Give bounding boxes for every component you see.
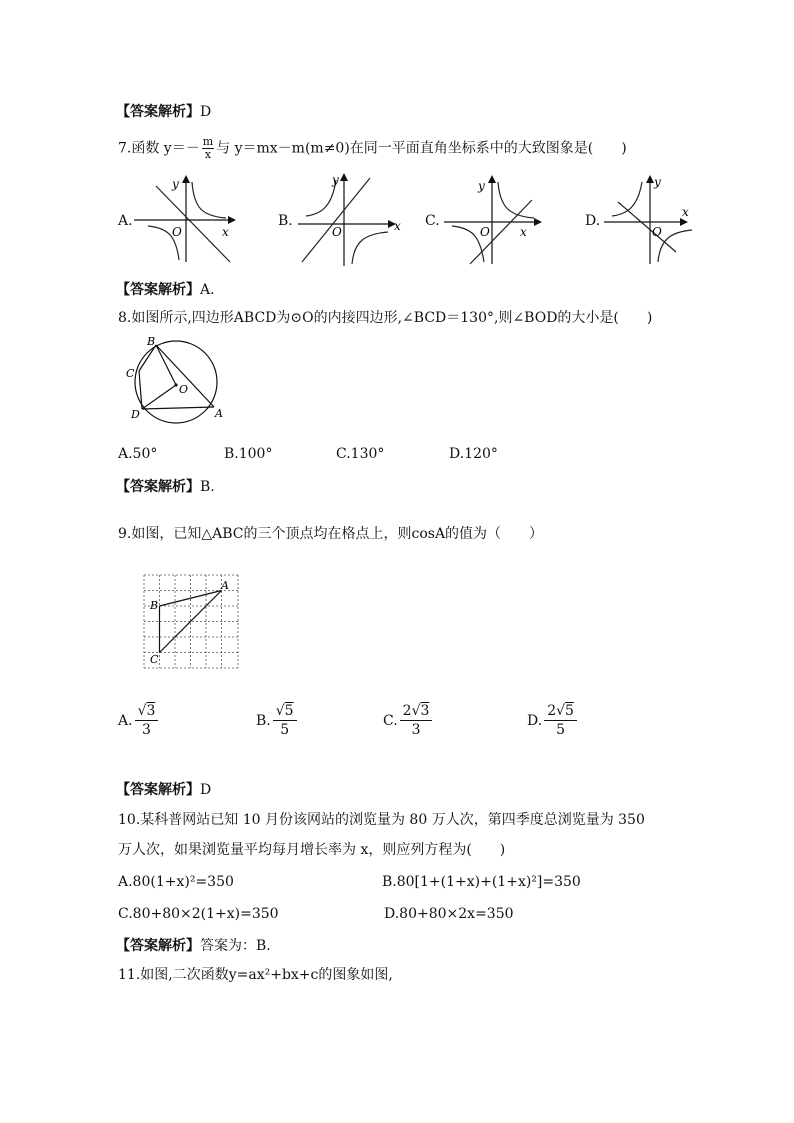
answer-label: 【答案解析】: [116, 282, 200, 298]
fraction-numerator: √3: [135, 702, 159, 721]
q7-graph-d: [600, 170, 710, 268]
q8-option-d: D.120°: [449, 446, 498, 462]
point-d-label: D: [131, 408, 140, 421]
radicand: 5: [284, 703, 294, 719]
y-axis-arrow: [182, 175, 190, 183]
coefficient: 2: [402, 703, 412, 719]
answer-value: D: [200, 104, 212, 120]
x-axis-label: x: [520, 225, 527, 239]
question-7-stem: [118, 136, 627, 161]
line-graph: [156, 186, 230, 262]
fraction: [544, 702, 577, 739]
question-11-stem: 11.如图,二次函数y=ax²+bx+c的图象如图,: [118, 967, 393, 983]
q8-circle-figure: [118, 334, 230, 426]
y-axis-label: y: [332, 173, 339, 187]
point-b-label: B: [150, 599, 159, 612]
option-label: D.: [527, 713, 543, 729]
q7-option-b-label: B.: [278, 213, 293, 229]
x-axis-label: x: [222, 225, 229, 239]
q7-graph-c: [440, 172, 550, 268]
hyperbola-branch: [192, 182, 226, 218]
y-axis-arrow: [488, 175, 496, 183]
answer-label: 【答案解析】: [116, 938, 200, 954]
fraction-denominator: 5: [556, 722, 566, 738]
point-a-label: A: [215, 407, 223, 420]
question-9-stem: 9.如图，已知△ABC的三个顶点均在格点上，则cosA的值为（ ）: [118, 526, 544, 542]
origin-label: O: [480, 225, 490, 239]
q9-option-c: [383, 702, 432, 739]
y-axis-label: y: [172, 177, 179, 191]
stem-text: 与 y＝mx－m(m≠0)在同一平面直角坐标系中的大致图象是( ): [216, 140, 627, 157]
line-graph: [302, 178, 370, 262]
segment-ab: [156, 345, 214, 407]
q7-option-d-label: D.: [585, 213, 601, 229]
option-label: C.: [383, 713, 398, 729]
q9-option-b: [256, 702, 297, 739]
coefficient: 2: [547, 703, 557, 719]
answer-value: B.: [200, 479, 215, 495]
answer-value: A.: [200, 282, 215, 298]
x-axis-arrow: [228, 216, 236, 224]
option-label: B.: [256, 713, 271, 729]
segment-bo: [156, 345, 176, 385]
answer-label: 【答案解析】: [116, 104, 200, 120]
fraction-numerator: 2√3: [400, 702, 433, 721]
q9-grid-figure: [142, 573, 242, 673]
q8-option-b: B.100°: [224, 446, 273, 462]
answer-line-q10: [116, 935, 271, 955]
hyperbola-branch: [352, 232, 388, 264]
point-c-label: C: [150, 653, 159, 666]
origin-label: O: [172, 225, 182, 239]
point-c-label: C: [126, 367, 135, 380]
answer-line-q7: [116, 279, 215, 299]
line-graph: [618, 202, 676, 252]
answer-value: 答案为：B.: [200, 938, 271, 954]
q10-option-b: B.80[1+(1+x)+(1+x)²]=350: [382, 874, 581, 890]
radicand: 5: [565, 703, 574, 719]
q7-option-c-label: C.: [425, 213, 440, 229]
fraction: [400, 702, 433, 739]
q8-option-c: C.130°: [336, 446, 385, 462]
fraction-numerator: m: [202, 135, 214, 148]
q8-option-a: A.50°: [118, 446, 158, 462]
fraction-denominator: 5: [280, 722, 290, 738]
q7-option-a-label: A.: [118, 213, 133, 229]
hyperbola-branch: [498, 182, 534, 218]
answer-line-q6: [116, 101, 211, 121]
y-axis-arrow: [646, 175, 654, 183]
point-o-label: O: [179, 383, 189, 396]
y-axis-arrow: [340, 173, 348, 181]
question-8-stem: 8.如图所示,四边形ABCD为⊙O的内接四边形,∠BCD＝130°,则∠BOD的大小是( ): [118, 310, 653, 326]
q7-graph-a: [132, 170, 242, 266]
question-number: 7.: [118, 140, 132, 157]
x-axis-arrow: [680, 218, 688, 226]
question-10-stem-line1: 10.某科普网站已知 10 月份该网站的浏览量为 80 万人次，第四季度总浏览量为 350: [118, 812, 645, 828]
y-axis-label: y: [478, 179, 485, 193]
segment-do: [142, 385, 176, 409]
x-axis-label: x: [682, 205, 689, 219]
point-b-label: B: [147, 335, 156, 348]
q10-option-d: D.80+80×2x=350: [384, 906, 514, 922]
question-10-stem-line2: 万人次，如果浏览量平均每月增长率为 x，则应列方程为( ): [118, 842, 506, 858]
option-label: A.: [118, 713, 133, 729]
point-a-label: A: [221, 579, 229, 592]
circle-o: [135, 341, 217, 423]
q10-option-a: A.80(1+x)²=350: [118, 874, 234, 890]
fraction: [202, 136, 214, 161]
answer-label: 【答案解析】: [116, 782, 200, 798]
q9-option-d: [527, 702, 577, 739]
answer-label: 【答案解析】: [116, 479, 200, 495]
q7-graph-b: [292, 170, 404, 268]
stem-text: 函数 y＝－: [131, 140, 200, 157]
segment-bc: [139, 345, 156, 371]
answer-line-q8: [116, 476, 215, 496]
fraction-denominator: 3: [142, 722, 151, 738]
fraction: [135, 702, 159, 739]
answer-line-q9: [116, 779, 211, 799]
fraction-denominator: x: [204, 148, 212, 161]
origin-label: O: [332, 225, 342, 239]
radicand: 3: [146, 703, 156, 719]
x-axis-arrow: [534, 218, 542, 226]
origin-label: O: [652, 225, 662, 239]
segment-da: [142, 407, 214, 409]
radicand: 3: [420, 703, 430, 719]
fraction: [273, 702, 297, 739]
y-axis-label: y: [654, 175, 661, 189]
fraction-denominator: 3: [411, 722, 421, 738]
q10-option-c: C.80+80×2(1+x)=350: [118, 906, 279, 922]
fraction-numerator: 2√5: [544, 702, 577, 721]
answer-value: D: [200, 782, 212, 798]
fraction-numerator: √5: [273, 702, 297, 721]
q9-option-a: [118, 702, 158, 739]
hyperbola-branch: [612, 182, 642, 216]
x-axis-label: x: [394, 219, 401, 233]
hyperbola-branch: [658, 230, 692, 262]
center-point: [174, 383, 177, 386]
